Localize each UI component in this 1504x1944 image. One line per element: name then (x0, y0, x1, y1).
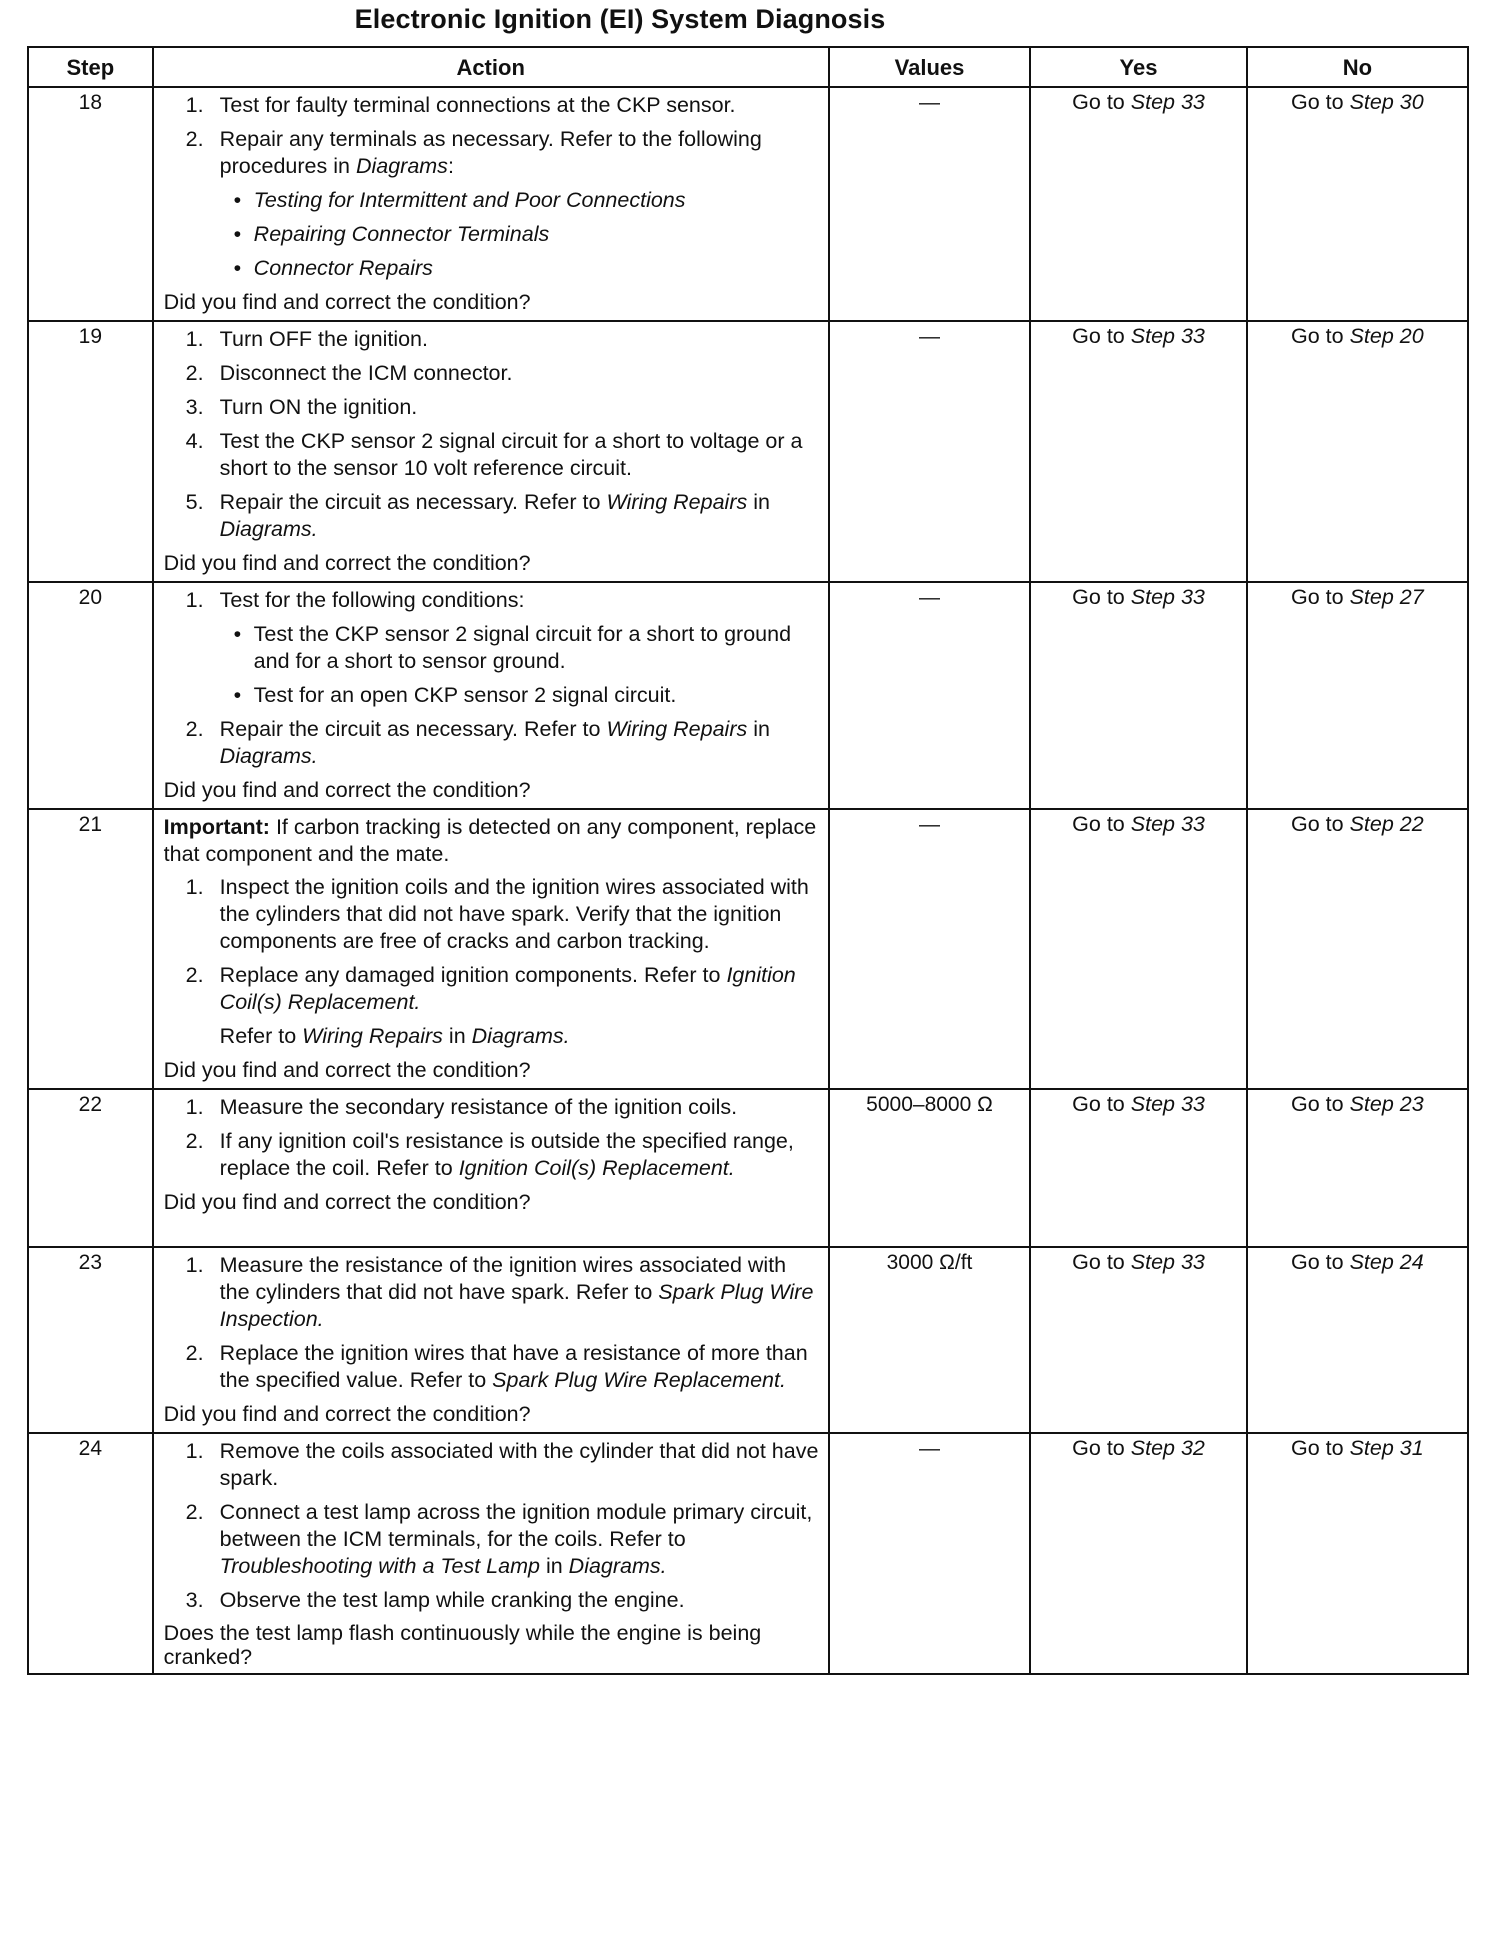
reference-link: Spark Plug Wire Replacement. (492, 1368, 786, 1392)
action-list (164, 1094, 820, 1182)
action-item: 3. Turn ON the ignition. (185, 395, 418, 419)
bullet-list (220, 621, 820, 709)
action-item: 1. Test for faulty terminal connections at the CKP sensor. (185, 93, 736, 117)
no-cell: Go to Step 31 (1247, 1433, 1468, 1674)
values-cell: 5000–8000 Ω (829, 1089, 1031, 1247)
action-list (164, 874, 820, 1016)
action-item: 1. Remove the coils associated with the cylinder that did not have spark. (185, 1439, 819, 1490)
action-list (164, 92, 820, 282)
yes-cell: Go to Step 33 (1030, 1247, 1246, 1433)
values-cell: — (829, 1433, 1031, 1674)
table-row (28, 1089, 1468, 1247)
bullet-item: • Test the CKP sensor 2 signal circuit for a short to ground and for a short to sensor ground. (233, 622, 792, 673)
question-text: Did you find and correct the condition? (163, 1402, 531, 1426)
values-cell: 3000 Ω/ft (829, 1247, 1031, 1433)
no-cell: Go to Step 22 (1247, 809, 1468, 1089)
no-cell: Go to Step 23 (1247, 1089, 1468, 1247)
question-text: Did you find and correct the condition? (163, 1058, 531, 1082)
action-item: 2. Replace the ignition wires that have a resistance of more than the specified value. Refer to Spark Plug Wire Replacement. (185, 1341, 808, 1392)
yes-cell: Go to Step 33 (1030, 87, 1246, 321)
action-item: 1. Measure the secondary resistance of the ignition coils. (185, 1095, 738, 1119)
action-item: 1. Turn OFF the ignition. (185, 327, 428, 351)
action-list (164, 587, 820, 770)
bullet-item: • Repairing Connector Terminals (233, 222, 550, 246)
no-cell: Go to Step 30 (1247, 87, 1468, 321)
action-cell (153, 1433, 829, 1674)
question-text: Did you find and correct the condition? (163, 290, 531, 314)
question-text: Does the test lamp flash continuously while the engine is being cranked? (163, 1621, 762, 1669)
step-number: 19 (28, 321, 153, 582)
question-text: Did you find and correct the condition? (163, 778, 531, 802)
question-text: Did you find and correct the condition? (163, 551, 531, 575)
step-number: 24 (28, 1433, 153, 1674)
action-cell (153, 1247, 829, 1433)
action-item: 2. Disconnect the ICM connector. (185, 361, 513, 385)
bullet-item: • Test for an open CKP sensor 2 signal circuit. (233, 683, 677, 707)
step-number: 23 (28, 1247, 153, 1433)
action-item: 2. Repair the circuit as necessary. Refer to Wiring Repairs in Diagrams. (185, 717, 770, 768)
reference-note: Refer to Wiring Repairs in Diagrams. (219, 1024, 570, 1048)
bullet-item: • Connector Repairs (233, 256, 433, 280)
table-header-row (28, 47, 1468, 87)
values-cell: — (829, 582, 1031, 809)
question-text: Did you find and correct the condition? (163, 1190, 531, 1214)
bullet-list (220, 187, 820, 282)
yes-cell: Go to Step 33 (1030, 321, 1246, 582)
column-header-values: Values (829, 47, 1031, 87)
step-number: 18 (28, 87, 153, 321)
action-item: 2. Repair any terminals as necessary. Refer to the following procedures in Diagrams: • Testing for Intermittent and Poor Connections • Repairing Connector Terminals • Connector Repairs (164, 126, 820, 282)
action-item: 2. Connect a test lamp across the ignition module primary circuit, between the ICM terminals, for the coils. Refer to Troubleshooting with a Test Lamp in Diagrams. (185, 1500, 813, 1578)
column-header-step: Step (28, 47, 153, 87)
reference-link: Troubleshooting with a Test Lamp (219, 1554, 540, 1578)
action-list (164, 326, 820, 543)
yes-cell: Go to Step 33 (1030, 1089, 1246, 1247)
action-cell (153, 321, 829, 582)
action-cell (153, 582, 829, 809)
step-number: 20 (28, 582, 153, 809)
important-label: Important: (163, 815, 270, 839)
reference-link: Spark Plug Wire Inspection. (219, 1280, 814, 1331)
action-cell (153, 809, 829, 1089)
yes-cell: Go to Step 33 (1030, 809, 1246, 1089)
reference-link: Ignition Coil(s) Replacement. (219, 963, 796, 1014)
action-item: 1. Inspect the ignition coils and the ignition wires associated with the cylinders that did not have spark. Verify that the ignition components are free of cracks and carbon tracking. (185, 875, 809, 953)
step-number: 21 (28, 809, 153, 1089)
yes-cell: Go to Step 33 (1030, 582, 1246, 809)
table-row (28, 1247, 1468, 1433)
reference-link: Wiring Repairs (606, 490, 748, 514)
action-cell (153, 1089, 829, 1247)
no-cell: Go to Step 20 (1247, 321, 1468, 582)
action-list (164, 1252, 820, 1394)
reference-link: Wiring Repairs (606, 717, 748, 741)
column-header-yes: Yes (1030, 47, 1246, 87)
reference-link: Diagrams. (471, 1024, 570, 1048)
reference-link: Wiring Repairs (302, 1024, 443, 1048)
important-note: Important: If carbon tracking is detected on any component, replace that component and the mate. (163, 815, 817, 866)
page-title: Electronic Ignition (EI) System Diagnosis (354, 4, 886, 34)
action-cell (153, 87, 829, 321)
bullet-item: • Testing for Intermittent and Poor Connections (233, 188, 686, 212)
reference-link: Diagrams (355, 154, 448, 178)
step-number: 22 (28, 1089, 153, 1247)
action-item: 2. If any ignition coil's resistance is outside the specified range, replace the coil. Refer to Ignition Coil(s) Replacement. (185, 1129, 794, 1180)
yes-cell: Go to Step 32 (1030, 1433, 1246, 1674)
table-row (28, 87, 1468, 321)
action-item: 2. Replace any damaged ignition components. Refer to Ignition Coil(s) Replacement. (185, 963, 796, 1014)
table-row (28, 582, 1468, 809)
values-cell: — (829, 321, 1031, 582)
values-cell: — (829, 809, 1031, 1089)
reference-link: Diagrams. (568, 1554, 667, 1578)
reference-link: Diagrams. (219, 517, 318, 541)
table-row (28, 809, 1468, 1089)
table-row (28, 321, 1468, 582)
reference-link: Ignition Coil(s) Replacement. (458, 1156, 735, 1180)
diagnosis-table (27, 46, 1469, 1675)
action-item: 3. Observe the test lamp while cranking the engine. (185, 1588, 685, 1612)
action-list (164, 1438, 820, 1614)
table-row (28, 1433, 1468, 1674)
action-item: 1. Measure the resistance of the ignition wires associated with the cylinders that did not have spark. Refer to Spark Plug Wire Inspection. (185, 1253, 814, 1331)
action-item: 1. Test for the following conditions: • Test the CKP sensor 2 signal circuit for a short to ground and for a short to sensor ground. • Test for an open CKP sensor 2 signal circuit. (164, 587, 820, 709)
action-item: 5. Repair the circuit as necessary. Refer to Wiring Repairs in Diagrams. (185, 490, 770, 541)
column-header-action: Action (153, 47, 829, 87)
values-cell: — (829, 87, 1031, 321)
no-cell: Go to Step 27 (1247, 582, 1468, 809)
action-item: 4. Test the CKP sensor 2 signal circuit for a short to voltage or a short to the sensor 10 volt reference circuit. (185, 429, 803, 480)
column-header-no: No (1247, 47, 1468, 87)
no-cell: Go to Step 24 (1247, 1247, 1468, 1433)
reference-link: Diagrams. (219, 744, 318, 768)
